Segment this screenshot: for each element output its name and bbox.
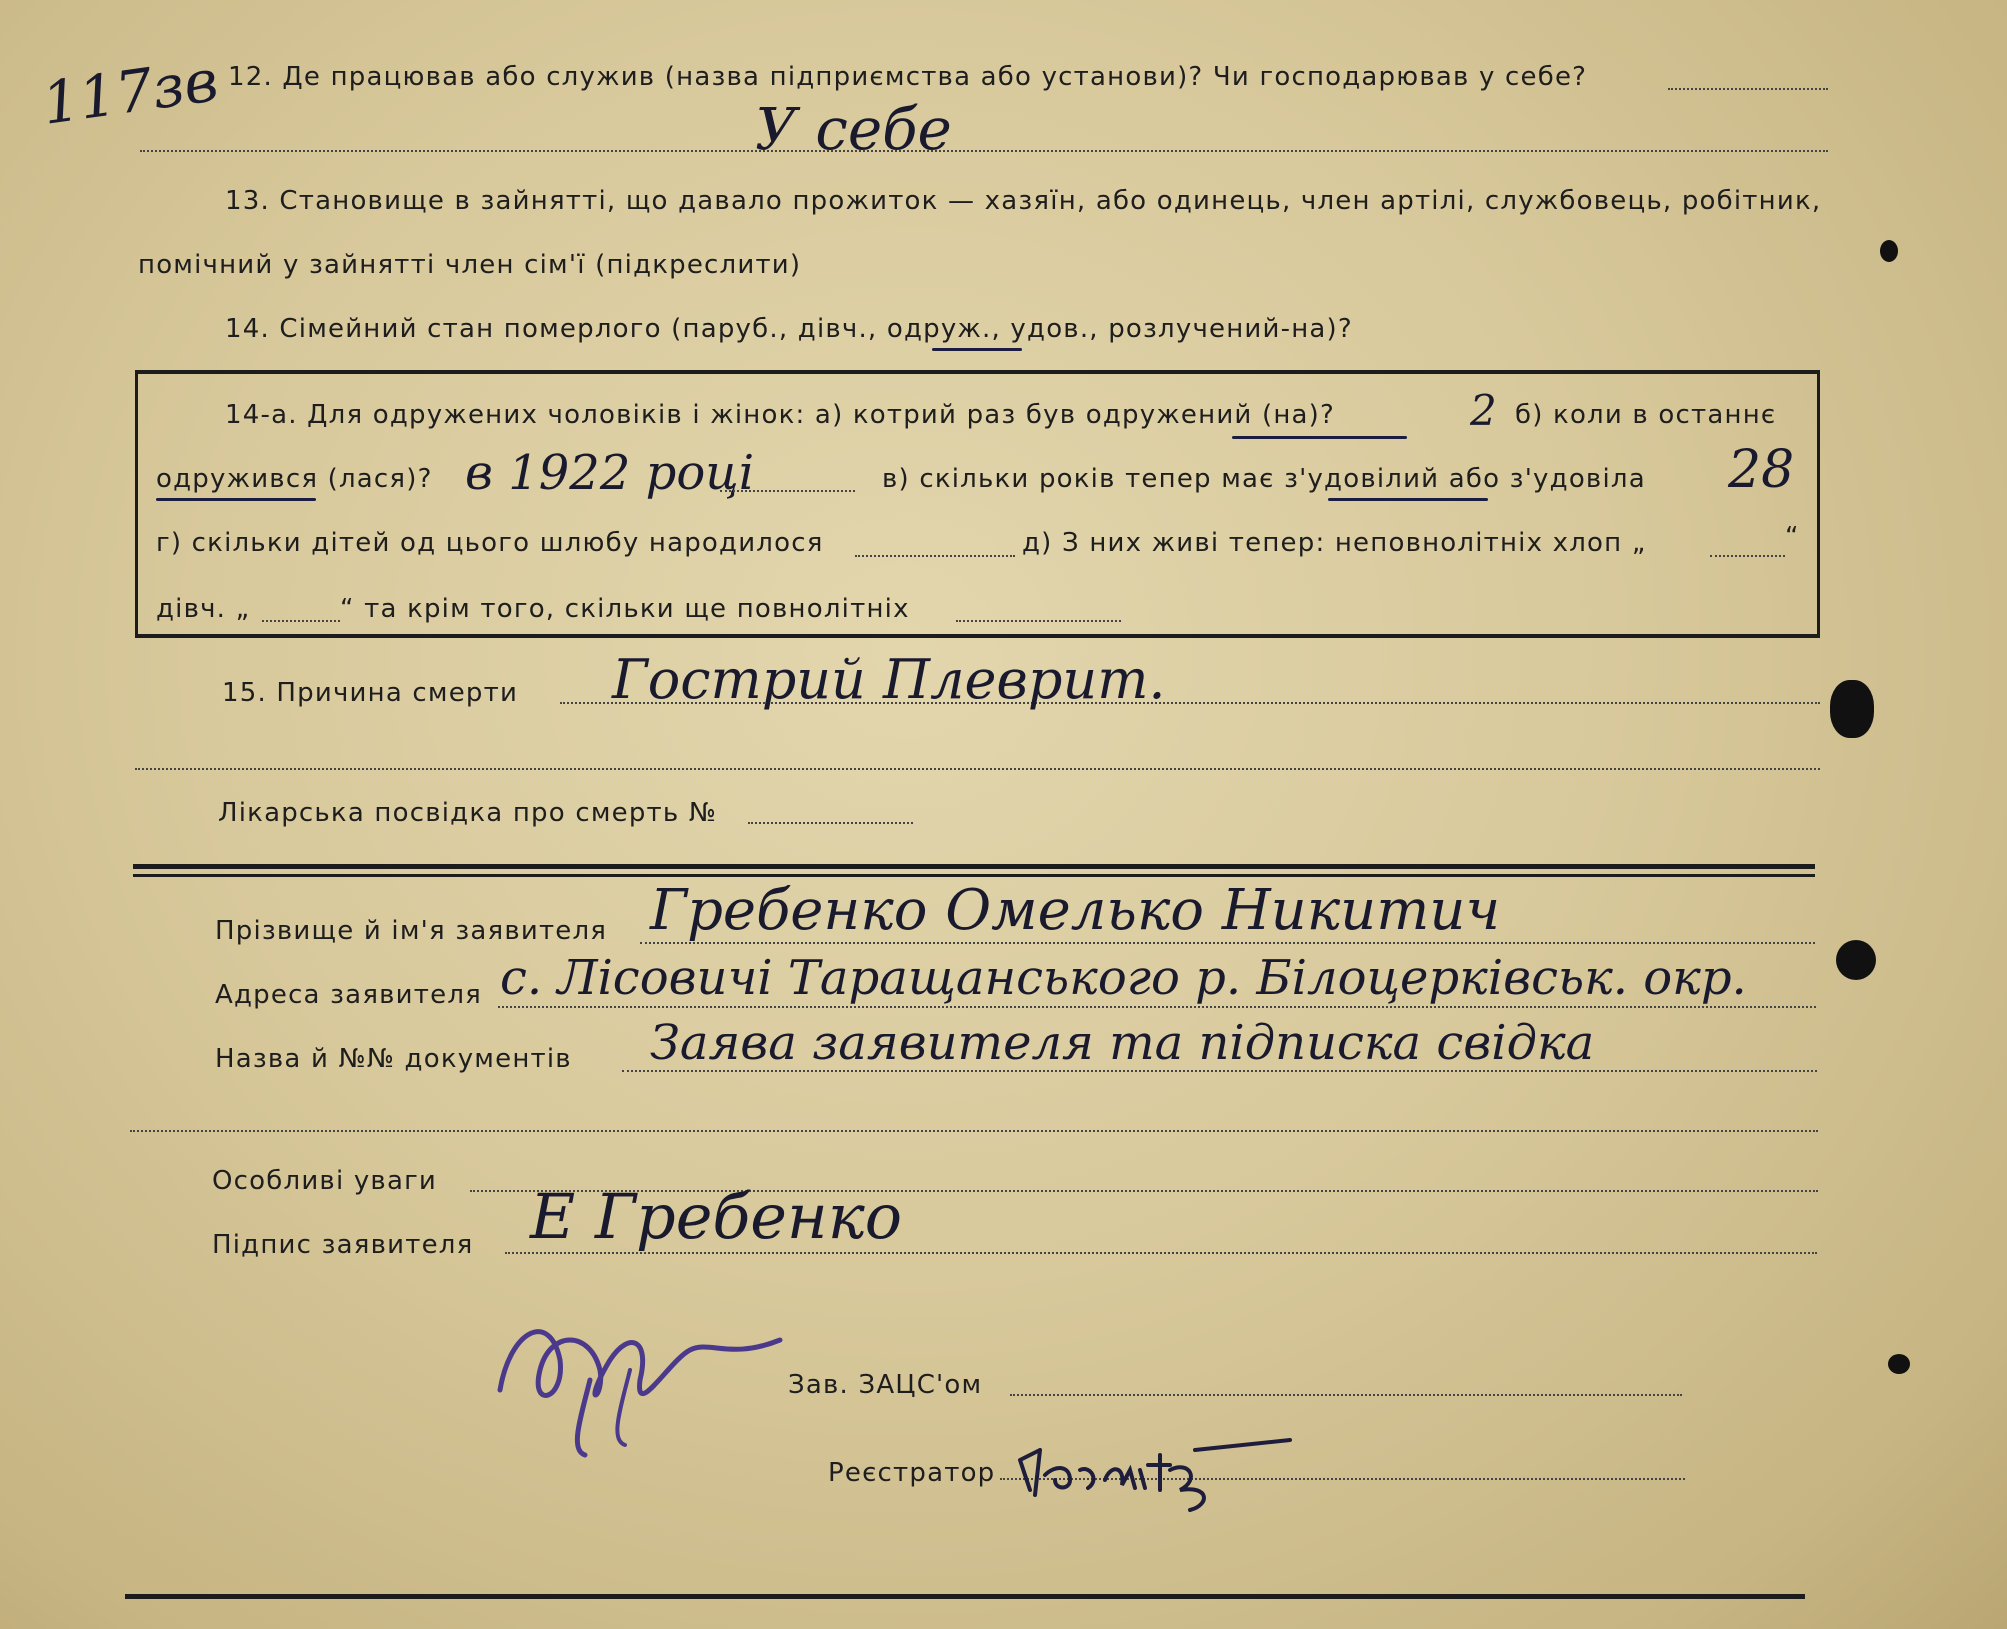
notes-label: Особливі уваги bbox=[212, 1166, 438, 1196]
binding-hole-3 bbox=[1836, 940, 1876, 980]
signature-value: Е Гребенко bbox=[530, 1180, 903, 1253]
q14a-line4-b: “ та крім того, скільки ще повнолітніх bbox=[340, 594, 910, 624]
medical-dots bbox=[748, 822, 913, 824]
q14a-line2-dots bbox=[720, 490, 855, 492]
q15-answer: Гострий Плеврит. bbox=[612, 648, 1166, 711]
zags-head-label: Зав. ЗАЦС'ом bbox=[788, 1370, 983, 1400]
signature-label: Підпис заявителя bbox=[212, 1230, 474, 1260]
q14a-line4-dots-1 bbox=[262, 620, 340, 622]
q14a-line1-a: 14-а. Для одружених чоловіків і жінок: а) котрий раз був одружений (на)? bbox=[225, 400, 1335, 430]
applicant-address-label: Адреса заявителя bbox=[215, 980, 482, 1010]
registrar-signature bbox=[1010, 1410, 1310, 1520]
section-rule-2 bbox=[133, 874, 1815, 877]
q14a-widowed-underline bbox=[1328, 498, 1488, 501]
applicant-address-value: с. Лісовичі Таращанського р. Білоцерківськ. окр. bbox=[500, 950, 1747, 1006]
applicant-name-label: Прізвище й ім'я заявителя bbox=[215, 916, 608, 946]
q12-label: 12. Де працював або служив (назва підприємства або установи)? Чи господарював у себе? bbox=[228, 62, 1588, 92]
q14-married-underline bbox=[932, 348, 1022, 351]
applicant-name-value: Гребенко Омелько Никитич bbox=[650, 878, 1501, 943]
q14a-married-underline bbox=[1232, 436, 1407, 439]
q13-line1: 13. Становище в зайнятті, що давало прожиток — хазяїн, або одинець, член артілі, службовець, робітник, bbox=[225, 186, 1822, 216]
margin-note: 117зв bbox=[38, 46, 222, 138]
q14a-odruzhyvsia-underline bbox=[156, 498, 316, 501]
q14a-line2-b-answer: 28 bbox=[1728, 440, 1795, 500]
q13-line2: помічний у зайнятті член сім'ї (підкреслити) bbox=[138, 250, 802, 280]
q14a-line3-dots-1 bbox=[855, 555, 1015, 557]
applicant-address-dots bbox=[498, 1006, 1816, 1008]
binding-hole-1 bbox=[1880, 240, 1898, 262]
q14a-line2-answer: в 1922 році bbox=[465, 445, 755, 501]
registrar-label: Реєстратор bbox=[828, 1458, 996, 1488]
q14a-line3-c: “ bbox=[1785, 522, 1800, 552]
applicant-docs-dots-2 bbox=[130, 1130, 1818, 1132]
q12-dots-2 bbox=[140, 150, 1828, 152]
q14a-line3-dots-2 bbox=[1710, 555, 1785, 557]
q12-dots-1 bbox=[1668, 88, 1828, 90]
q12-answer: У себе bbox=[755, 95, 952, 163]
q14a-line2-b: в) скільки років тепер має з'удовілий або з'удовіла bbox=[882, 464, 1646, 494]
section-rule-1 bbox=[133, 864, 1815, 869]
medical-label: Лікарська посвідка про смерть № bbox=[218, 798, 718, 828]
q14a-line2-a: одружився (лася)? bbox=[156, 464, 433, 494]
bottom-rule bbox=[125, 1594, 1805, 1599]
q14a-line3-a: г) скільки дітей од цього шлюбу народилося bbox=[156, 528, 824, 558]
binding-hole-4 bbox=[1888, 1354, 1910, 1374]
q14a-line1-answer: 2 bbox=[1470, 386, 1497, 435]
applicant-docs-label: Назва й №№ документів bbox=[215, 1044, 572, 1074]
q14a-line4-dots-2 bbox=[956, 620, 1121, 622]
q15-dots-2 bbox=[135, 768, 1820, 770]
q14a-line3-b: д) З них живі тепер: неповнолітніх хлоп „ bbox=[1022, 528, 1647, 558]
q14-label: 14. Сімейний стан померлого (паруб., дівч., одруж., удов., розлучений-на)? bbox=[225, 314, 1353, 344]
binding-hole-2 bbox=[1830, 680, 1874, 738]
q15-label: 15. Причина смерти bbox=[222, 678, 519, 708]
q14a-line1-b: б) коли в останнє bbox=[1515, 400, 1777, 430]
zags-head-dots bbox=[1010, 1394, 1682, 1396]
violet-signature bbox=[470, 1270, 820, 1470]
applicant-docs-value: Заява заявителя та підписка свідка bbox=[650, 1015, 1595, 1071]
q14a-line4-a: дівч. „ bbox=[156, 594, 251, 624]
